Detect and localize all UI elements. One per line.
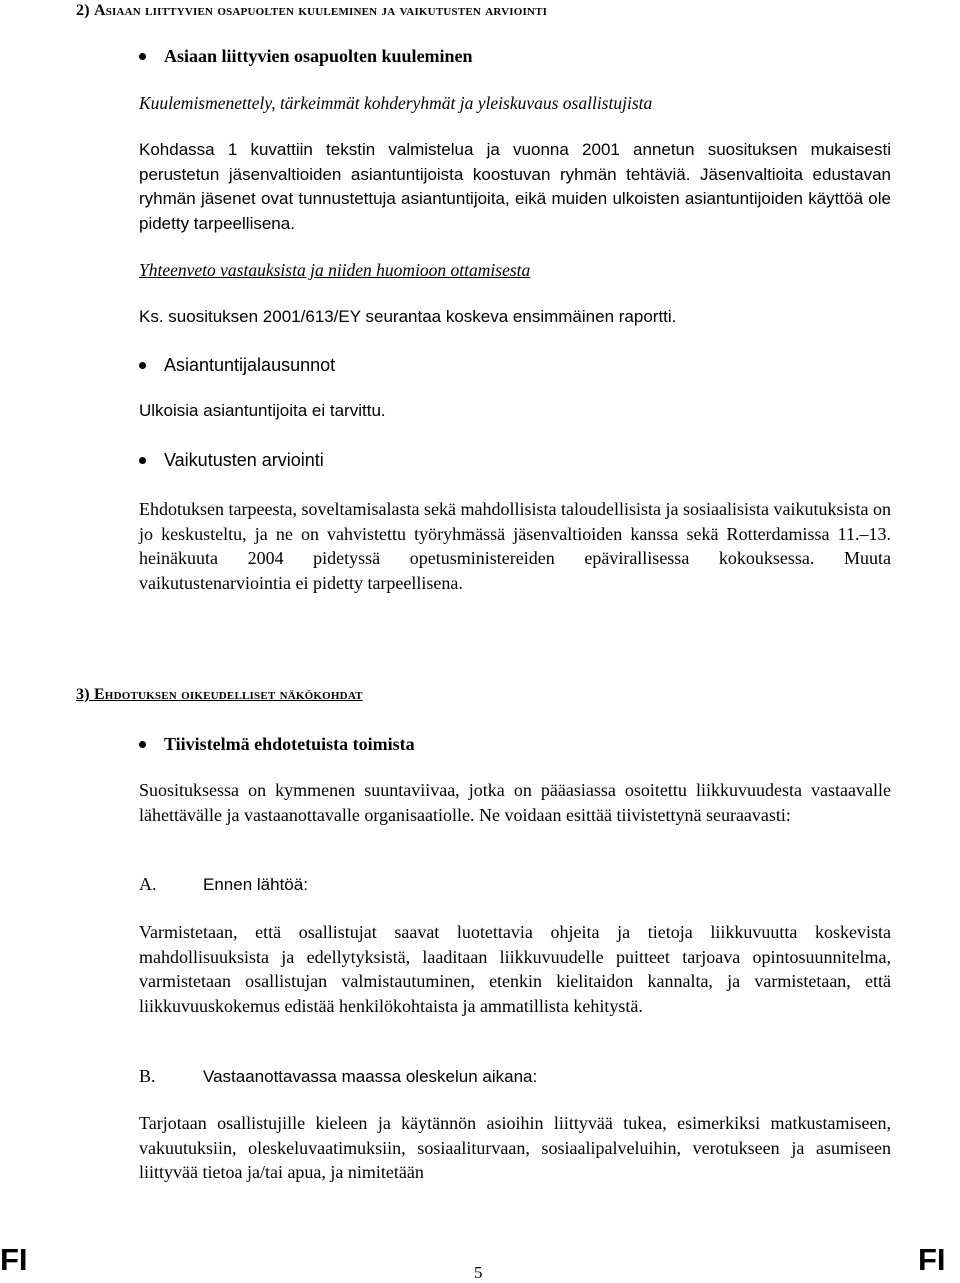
bullet-expert-opinions-label: Asiantuntijalausunnot (164, 355, 336, 375)
paragraph-consultation: Kohdassa 1 kuvattiin tekstin valmistelua ja vuonna 2001 annetun suosituksen mukaisesti perustetun jäsenvaltioiden asiantuntijoista koostuvan ryhmän tehtäviä. Jäsenvaltioita edustavan ryhmän jäsenet ovat tunnustettuja asiantuntijoita, eikä muiden ulkoisten asiantuntijoiden käyttöä ole pidetty tarpeellisena. (139, 140, 891, 233)
bullet-impact-assessment (139, 450, 324, 471)
subheading-summary-responses: Yhteenveto vastauksista ja niiden huomioon ottamisesta (139, 260, 531, 280)
item-b-text: Vastaanottavassa maassa oleskelun aikana: (203, 1067, 538, 1086)
item-b-heading (139, 1066, 537, 1087)
subheading-consultation-method: Kuulemismenettely, tärkeimmät kohderyhmät ja yleiskuvaus osallistujista (139, 93, 653, 113)
item-b-letter: B. (139, 1066, 156, 1086)
bullet-icon (139, 53, 146, 60)
paragraph-report-reference: Ks. suosituksen 2001/613/EY seurantaa koskeva ensimmäinen raportti. (139, 307, 677, 326)
bullet-icon (139, 362, 146, 369)
bullet-consultation-label: Asiaan liittyvien osapuolten kuuleminen (164, 46, 473, 66)
paragraph-guidelines: Suosituksessa on kymmenen suuntaviivaa, jotka on pääasiassa osoitettu liikkuvuudesta vastaavalle lähettävälle ja vastaanottavalle organisaatiolle. Ne voidaan esittää tiivistettynä seuraavasti: (139, 780, 891, 825)
bullet-consultation (139, 46, 473, 67)
item-a-heading (139, 874, 308, 895)
section-2-heading (76, 2, 547, 20)
item-a-text: Ennen lähtöä: (203, 875, 308, 894)
paragraph-during-stay: Tarjotaan osallistujille kieleen ja käytännön asioihin liittyvää tukea, esimerkiksi matkustamiseen, vakuutuksiin, oleskeluvaatimuksiin, sosiaaliturvaan, sosiaalipalveluihin, verotukseen ja asumiseen liittyvää tietoa ja/tai apua, ja nimitetään (139, 1113, 891, 1182)
bullet-icon (139, 457, 146, 464)
footer-language-right: FI (918, 1242, 946, 1277)
section-3-heading (76, 686, 363, 704)
section-3-number: 3) (76, 686, 94, 703)
paragraph-before-departure: Varmistetaan, että osallistujat saavat luotettavia ohjeita ja tietoja liikkuvuutta koskevista mahdollisuuksista ja edellytyksistä, laaditaan liikkuvuudelle puitteet tarjoava opintosuunnitelma, varmistetaan osallistujan valmistautuminen, etenkin kielitaidon kannalta, ja varmistetaan, että liikkuvuuskokemus edistää henkilökohtaista ja ammatillista kehitystä. (139, 922, 891, 1016)
bullet-expert-opinions (139, 355, 335, 376)
bullet-icon (139, 741, 146, 748)
bullet-summary-actions (139, 734, 415, 755)
footer-language-left: FI (0, 1242, 28, 1277)
bullet-summary-actions-label: Tiivistelmä ehdotetuista toimista (164, 734, 415, 754)
section-2-title: Asiaan liittyvien osapuolten kuuleminen ja vaikutusten arviointi (93, 2, 548, 19)
footer-page-number: 5 (474, 1263, 483, 1282)
item-a-letter: A. (139, 874, 157, 894)
paragraph-no-experts: Ulkoisia asiantuntijoita ei tarvittu. (139, 401, 386, 420)
section-3-title: Ehdotuksen oikeudelliset näkökohdat (93, 686, 363, 703)
bullet-impact-assessment-label: Vaikutusten arviointi (164, 450, 324, 470)
paragraph-impact-assessment: Ehdotuksen tarpeesta, soveltamisalasta sekä mahdollisista taloudellisista ja sosiaalisista vaikutuksista on jo keskusteltu, ja ne on vahvistettu työryhmässä jäsenvaltioiden kanssa sekä Rotterdamissa 11.–13. heinäkuuta 2004 pidetyssä opetusministereiden epävirallisessa kokouksessa. Muuta vaikutustenarviointia ei pidetty tarpeellisena. (139, 499, 891, 593)
section-2-number: 2) (76, 2, 94, 19)
